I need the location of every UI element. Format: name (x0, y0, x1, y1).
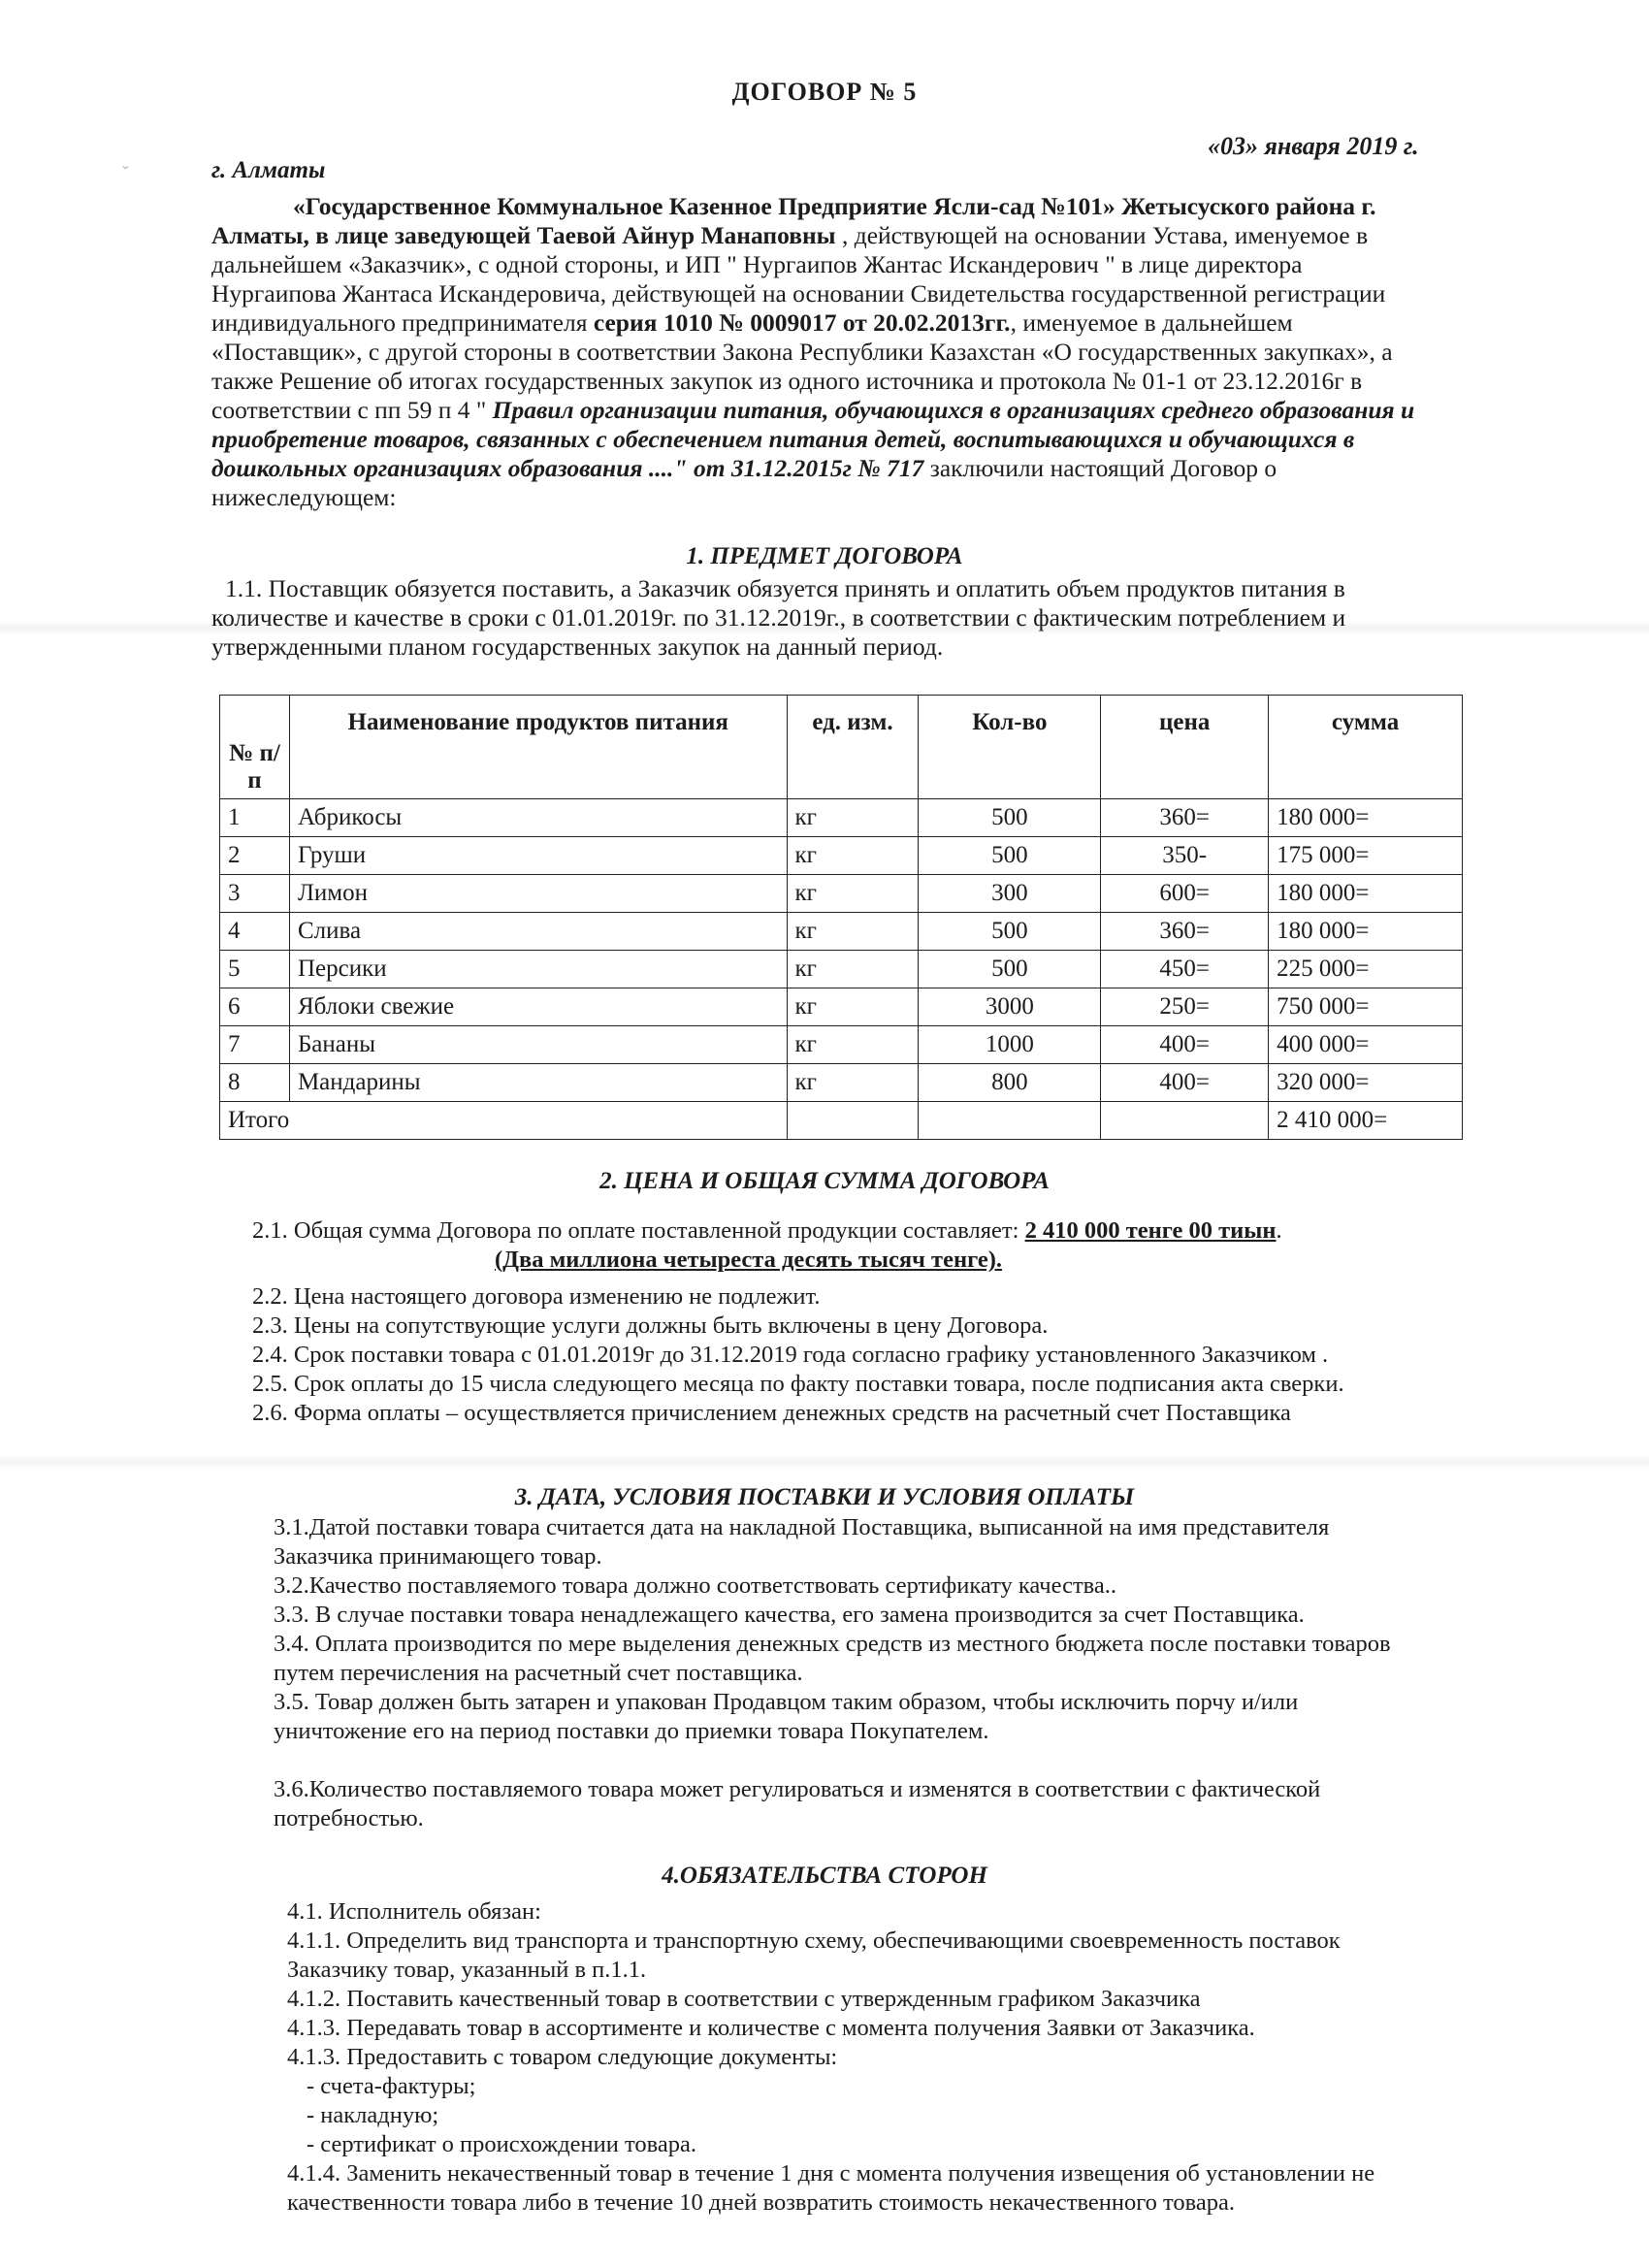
table-row (220, 837, 1463, 875)
scan-mark: ˇ (122, 163, 129, 184)
clause-2-4: 2.4. Срок поставки товара с 01.01.2019г до 31.12.2019 года согласно графику установленного Заказчиком . (252, 1342, 1329, 1368)
section-4-heading: 4.ОБЯЗАТЕЛЬСТВА СТОРОН (662, 1863, 987, 1889)
cell-num: 7 (220, 1026, 290, 1064)
clause-4-1-1: Заказчику товар, указанный в п.1.1. (287, 1957, 647, 1983)
cell-qty: 1000 (919, 1026, 1101, 1064)
table-row (220, 799, 1463, 837)
section-3-heading: 3. ДАТА, УСЛОВИЯ ПОСТАВКИ И УСЛОВИЯ ОПЛАТЫ (514, 1484, 1135, 1510)
cell-unit: кг (787, 988, 919, 1026)
cell-price: 360= (1101, 799, 1269, 837)
cell-num: 3 (220, 875, 290, 913)
cell-price: 450= (1101, 951, 1269, 988)
cell-price: 400= (1101, 1064, 1269, 1102)
cell-name: Груши (289, 837, 787, 875)
cell-qty: 800 (919, 1064, 1101, 1102)
clause-4-1-2: 4.1.2. Поставить качественный товар в соответствии с утвержденным графиком Заказчика (287, 1986, 1201, 2012)
cell-sum: 320 000= (1269, 1064, 1463, 1102)
clause-2-1: 2.1. Общая сумма Договора по оплате поставленной продукции составляет: 2 410 000 тенге 00 тиын. (252, 1217, 1282, 1244)
cell-name: Лимон (289, 875, 787, 913)
clause-2-2: 2.2. Цена настоящего договора изменению не подлежит. (252, 1283, 821, 1310)
clause-3-4: путем перечисления на расчетный счет поставщика. (274, 1660, 803, 1686)
clause-3-5: 3.5. Товар должен быть затарен и упакован Продавцом таким образом, чтобы исключить порчу и/или (274, 1689, 1299, 1715)
clause-3-2: 3.2.Качество поставляемого товара должно соответствовать сертификату качества.. (274, 1572, 1117, 1599)
cell-unit: кг (787, 913, 919, 951)
cell-name: Бананы (289, 1026, 787, 1064)
cell-price: 400= (1101, 1026, 1269, 1064)
cell-name: Абрикосы (289, 799, 787, 837)
cell-name: Слива (289, 913, 787, 951)
preamble-line: индивидуального предпринимателя серия 1010 № 0009017 от 20.02.2013гг., именуемое в дальнейшем (211, 308, 1293, 337)
clause-3-6: потребностью. (274, 1805, 424, 1831)
cell-num: 2 (220, 837, 290, 875)
cell-price: 350- (1101, 837, 1269, 875)
doc-item: - счета-фактуры; (307, 2073, 476, 2099)
preamble-line: дошкольных организациях образования ...." от 31.12.2015г № 717 заключили настоящий Договор о (211, 454, 1277, 482)
cell-num: 1 (220, 799, 290, 837)
cell-unit: кг (787, 837, 919, 875)
cell-qty: 300 (919, 875, 1101, 913)
cell-sum: 175 000= (1269, 837, 1463, 875)
document-city: г. Алматы (211, 157, 326, 183)
preamble-line: также Решение об итогах государственных закупок из одного источника и протокола № 01-1 от 23.12.2016г в (211, 367, 1363, 395)
table-row (220, 1064, 1463, 1102)
section-1-body (211, 574, 1345, 662)
cell-sum: 180 000= (1269, 913, 1463, 951)
doc-item: - накладную; (307, 2102, 439, 2128)
preamble-line: Алматы, в лице заведующей Таевой Айнур Манаповны , действующей на основании Устава, именуемое в (211, 221, 1369, 249)
section-1-heading: 1. ПРЕДМЕТ ДОГОВОРА (686, 543, 963, 569)
section-1-line: 1.1. Поставщик обязуется поставить, а Заказчик обязуется принять и оплатить объем продуктов питания в (225, 574, 1345, 602)
preamble-line: «Поставщик», с другой стороны в соответствии Закона Республики Казахстан «О государственных закупках», а (211, 338, 1393, 366)
cell-name: Персики (289, 951, 787, 988)
document-title: ДОГОВОР № 5 (731, 78, 918, 106)
clause-2-3: 2.3. Цены на сопутствующие услуги должны быть включены в цену Договора. (252, 1312, 1049, 1339)
cell-num: 6 (220, 988, 290, 1026)
preamble (211, 192, 1414, 512)
cell-unit: кг (787, 1026, 919, 1064)
cell-qty: 3000 (919, 988, 1101, 1026)
table-row (220, 951, 1463, 988)
total-empty (919, 1102, 1101, 1140)
section-2-body (252, 1216, 1344, 1428)
header-sum: сумма (1269, 696, 1463, 799)
cell-sum: 225 000= (1269, 951, 1463, 988)
clause-3-1: 3.1.Датой поставки товара считается дата на накладной Поставщика, выписанной на имя представителя (274, 1514, 1330, 1540)
clause-3-6: 3.6.Количество поставляемого товара может регулироваться и изменятся в соответствии с фактической (274, 1776, 1321, 1802)
clause-2-6: 2.6. Форма оплаты – осуществляется причислением денежных средств на расчетный счет Поставщика (252, 1400, 1291, 1426)
total-empty (787, 1102, 919, 1140)
cell-num: 4 (220, 913, 290, 951)
clause-3-4: 3.4. Оплата производится по мере выделения денежных средств из местного бюджета после поставки товаров (274, 1631, 1391, 1657)
table-row (220, 875, 1463, 913)
header-unit: ед. изм. (787, 696, 919, 799)
cell-price: 360= (1101, 913, 1269, 951)
section-1-line: количестве и качестве в сроки с 01.01.2019г. по 31.12.2019г., в соответствии с фактическим потреблением и (211, 603, 1346, 632)
total-empty (1101, 1102, 1269, 1140)
preamble-line: дальнейшем «Заказчик», с одной стороны, и ИП " Нургаипов Жантас Искандерович " в лице директора (211, 250, 1303, 278)
clause-3-3: 3.3. В случае поставки товара ненадлежащего качества, его замена производится за счет Поставщика. (274, 1602, 1305, 1628)
cell-qty: 500 (919, 837, 1101, 875)
clause-4-1-4: 4.1.4. Заменить некачественный товар в течение 1 дня с момента получения извещения об установлении не (287, 2160, 1375, 2187)
cell-num: 5 (220, 951, 290, 988)
preamble-line: нижеследующем: (211, 483, 397, 511)
header-qty: Кол-во (919, 696, 1101, 799)
cell-sum: 180 000= (1269, 799, 1463, 837)
clause-3-5: уничтожение его на период поставки до приемки товара Покупателем. (274, 1718, 989, 1744)
total-sum: 2 410 000= (1269, 1102, 1463, 1140)
preamble-line: «Государственное Коммунальное Казенное Предприятие Ясли-сад №101» Жетысуского района г. (293, 192, 1376, 220)
cell-unit: кг (787, 1064, 919, 1102)
cell-num: 8 (220, 1064, 290, 1102)
table-header-row (220, 696, 1463, 799)
document-date: «03» января 2019 г. (1208, 132, 1419, 160)
clause-4-1-3: 4.1.3. Передавать товар в ассортименте и количестве с момента получения Заявки от Заказчика. (287, 2015, 1255, 2041)
header-num: № п/п (220, 696, 290, 799)
table-row (220, 913, 1463, 951)
table-row (220, 988, 1463, 1026)
goods-table (219, 695, 1463, 1140)
scan-artifact (0, 1455, 1649, 1469)
table-row (220, 1026, 1463, 1064)
clause-4-1-4: качественности товара либо в течение 10 дней возвратить стоимость некачественного товара. (287, 2189, 1236, 2216)
section-3-body (274, 1513, 1391, 1833)
cell-qty: 500 (919, 951, 1101, 988)
preamble-line: приобретение товаров, связанных с обеспечением питания детей, воспитывающихся и обучающихся в (211, 425, 1355, 453)
clause-4-1: 4.1. Исполнитель обязан: (287, 1898, 541, 1925)
section-2-heading: 2. ЦЕНА И ОБЩАЯ СУММА ДОГОВОРА (599, 1168, 1050, 1194)
doc-item: - сертификат о происхождении товара. (307, 2131, 697, 2157)
preamble-line: Нургаипова Жантаса Искандеровича, действующей на основании Свидетельства государственной регистрации (211, 279, 1386, 308)
cell-qty: 500 (919, 913, 1101, 951)
cell-name: Мандарины (289, 1064, 787, 1102)
cell-price: 250= (1101, 988, 1269, 1026)
header-price: цена (1101, 696, 1269, 799)
clause-3-1: Заказчика принимающего товар. (274, 1543, 602, 1570)
header-name: Наименование продуктов питания (289, 696, 787, 799)
total-label: Итого (220, 1102, 788, 1140)
cell-unit: кг (787, 951, 919, 988)
cell-sum: 400 000= (1269, 1026, 1463, 1064)
cell-price: 600= (1101, 875, 1269, 913)
section-4-body (287, 1897, 1374, 2218)
table-total-row (220, 1102, 1463, 1140)
cell-name: Яблоки свежие (289, 988, 787, 1026)
cell-sum: 750 000= (1269, 988, 1463, 1026)
cell-qty: 500 (919, 799, 1101, 837)
preamble-line: соответствии с пп 59 п 4 " Правил организации питания, обучающихся в организациях среднего образования и (211, 396, 1415, 424)
clause-2-5: 2.5. Срок оплаты до 15 числа следующего месяца по факту поставки товара, после подписания акта сверки. (252, 1371, 1344, 1397)
cell-unit: кг (787, 875, 919, 913)
cell-sum: 180 000= (1269, 875, 1463, 913)
cell-unit: кг (787, 799, 919, 837)
clause-2-1-words: (Два миллиона четыреста десять тысяч тенге). (495, 1247, 1003, 1273)
section-1-line: утвержденными планом государственных закупок на данный период. (211, 632, 944, 661)
clause-4-1-1: 4.1.1. Определить вид транспорта и транспортную схему, обеспечивающими своевременность поставок (287, 1928, 1341, 1954)
clause-4-1-3: 4.1.3. Предоставить с товаром следующие документы: (287, 2044, 838, 2070)
